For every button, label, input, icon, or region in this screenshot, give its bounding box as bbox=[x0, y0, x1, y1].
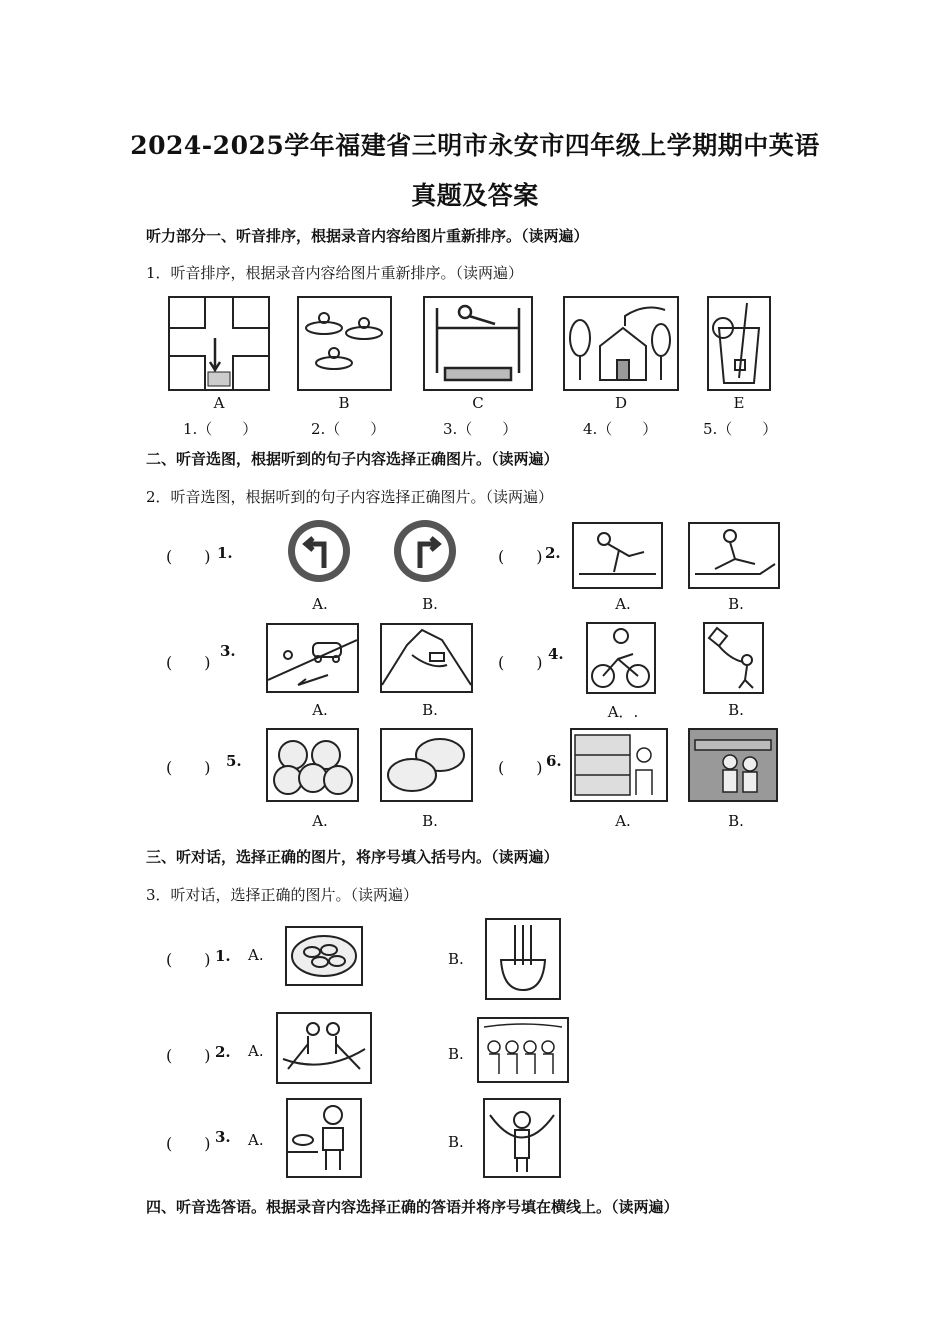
potatoes-icon bbox=[380, 728, 473, 802]
s1-answer-blank-1[interactable]: 1.（ ） bbox=[183, 420, 258, 438]
s2-3-label-b: B. bbox=[422, 701, 438, 719]
s2-paren-6[interactable]: ( ) bbox=[498, 758, 543, 777]
supermarket-icon bbox=[570, 728, 668, 802]
s2-num-1: 1. bbox=[217, 544, 233, 562]
s1-answer-blank-4[interactable]: 4.（ ） bbox=[583, 420, 658, 438]
children-group-icon bbox=[477, 1017, 569, 1083]
dragon-dance-icon bbox=[483, 1098, 561, 1178]
s3-paren-1[interactable]: ( ) bbox=[166, 950, 211, 969]
s2-paren-4[interactable]: ( ) bbox=[498, 653, 543, 672]
section-1-header: 听力部分一、听音排序，根据录音内容给图片重新排序。（读两遍） bbox=[146, 227, 589, 245]
s1-answer-blank-3[interactable]: 3.（ ） bbox=[443, 420, 518, 438]
s3-3-label-a: A. bbox=[248, 1131, 264, 1149]
question-1: 1．听音排序，根据录音内容给图片重新排序。（读两遍） bbox=[146, 264, 524, 282]
s1-label-b: B bbox=[338, 394, 350, 412]
s1-answer-blank-5[interactable]: 5.（ ） bbox=[703, 420, 778, 438]
kite-boy-icon bbox=[703, 622, 764, 694]
noodles-icon bbox=[485, 918, 561, 1000]
s2-paren-1[interactable]: ( ) bbox=[166, 547, 211, 566]
s2-6-label-b: B. bbox=[728, 812, 744, 830]
dragon-boat-icon bbox=[276, 1012, 372, 1084]
mountain-road-icon bbox=[380, 623, 473, 693]
s2-num-3: 3. bbox=[220, 642, 236, 660]
long-jump-icon bbox=[688, 522, 780, 589]
s1-label-c: C bbox=[472, 394, 484, 412]
car-road-icon bbox=[266, 623, 359, 693]
boy-eating-icon bbox=[286, 1098, 362, 1178]
s1-label-a: A bbox=[213, 394, 225, 412]
s3-num-3: 3. bbox=[215, 1128, 231, 1146]
s2-5-label-a: A. bbox=[312, 812, 328, 830]
juice-icon bbox=[707, 296, 771, 391]
s3-3-label-b: B. bbox=[448, 1133, 464, 1151]
s3-1-label-b: B. bbox=[448, 950, 464, 968]
s2-3-label-a: A. bbox=[312, 701, 328, 719]
turn-left-sign-icon bbox=[286, 518, 352, 584]
s3-num-1: 1. bbox=[215, 947, 231, 965]
page-subtitle: 真题及答案 bbox=[411, 181, 539, 210]
park-people-icon bbox=[688, 728, 778, 802]
s3-2-label-b: B. bbox=[448, 1045, 464, 1063]
s1-label-d: D bbox=[614, 394, 628, 412]
s2-num-5: 5. bbox=[226, 752, 242, 770]
s3-num-2: 2. bbox=[215, 1043, 231, 1061]
page-title: 2024-2025学年福建省三明市永安市四年级上学期期中英语 bbox=[130, 131, 820, 160]
s2-1-label-b: B. bbox=[422, 595, 438, 613]
street-map-icon bbox=[168, 296, 270, 391]
s2-5-label-b: B. bbox=[422, 812, 438, 830]
question-2: 2．听音选图，根据听到的句子内容选择正确图片。（读两遍） bbox=[146, 488, 554, 506]
s2-1-label-a: A. bbox=[312, 595, 328, 613]
rowing-icon bbox=[297, 296, 392, 391]
s2-num-4: 4. bbox=[548, 645, 564, 663]
s2-paren-2[interactable]: ( ) bbox=[498, 547, 543, 566]
s2-num-6: 6. bbox=[546, 752, 562, 770]
s2-4-label-a: A．. bbox=[607, 703, 639, 721]
hurdle-jump-icon bbox=[572, 522, 663, 589]
dumplings-icon bbox=[285, 926, 363, 986]
s3-2-label-a: A. bbox=[248, 1042, 264, 1060]
s3-paren-2[interactable]: ( ) bbox=[166, 1046, 211, 1065]
s1-label-e: E bbox=[733, 394, 745, 412]
s3-1-label-a: A. bbox=[248, 946, 264, 964]
tomatoes-icon bbox=[266, 728, 359, 802]
s2-6-label-a: A. bbox=[615, 812, 631, 830]
bike-girl-icon bbox=[586, 622, 656, 694]
s2-2-label-a: A. bbox=[615, 595, 631, 613]
question-3: 3．听对话，选择正确的图片。（读两遍） bbox=[146, 886, 419, 904]
s1-answer-blank-2[interactable]: 2.（ ） bbox=[311, 420, 386, 438]
section-3-header: 三、听对话，选择正确的图片，将序号填入括号内。（读两遍） bbox=[146, 848, 559, 866]
s2-2-label-b: B. bbox=[728, 595, 744, 613]
section-4-header: 四、听音选答语。根据录音内容选择正确的答语并将序号填在横线上。（读两遍） bbox=[146, 1198, 679, 1216]
section-2-header: 二、听音选图，根据听到的句子内容选择正确图片。（读两遍） bbox=[146, 450, 559, 468]
s3-paren-3[interactable]: ( ) bbox=[166, 1134, 211, 1153]
s2-4-label-b: B. bbox=[728, 701, 744, 719]
turn-right-sign-icon bbox=[392, 518, 458, 584]
s2-paren-3[interactable]: ( ) bbox=[166, 653, 211, 672]
high-jump-icon bbox=[423, 296, 533, 391]
s2-num-2: 2. bbox=[545, 544, 561, 562]
s2-paren-5[interactable]: ( ) bbox=[166, 758, 211, 777]
house-icon bbox=[563, 296, 679, 391]
